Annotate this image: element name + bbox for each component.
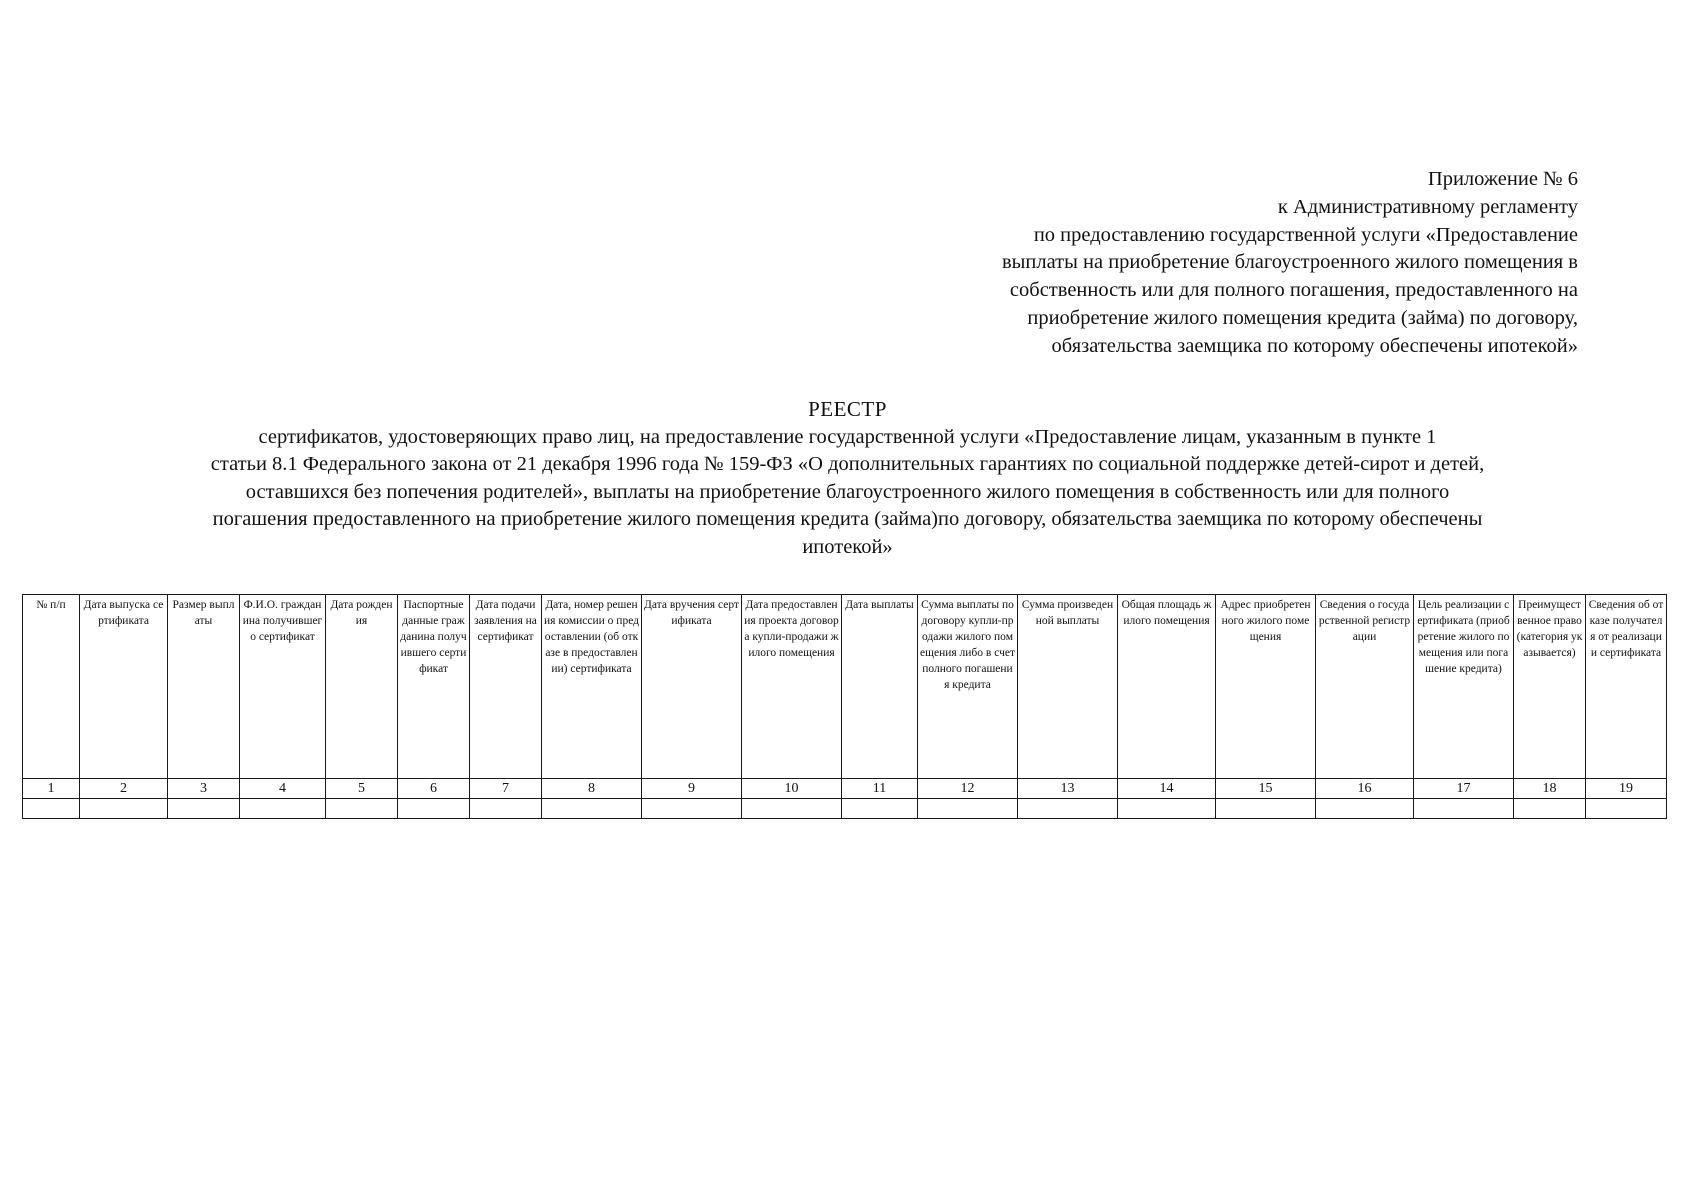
table-cell — [1316, 799, 1414, 819]
column-header: Дата рождения — [326, 595, 398, 779]
column-header: Дата выплаты — [842, 595, 918, 779]
column-number: 3 — [168, 779, 240, 799]
subtitle-line: ипотекой» — [802, 535, 893, 558]
table-cell — [1586, 799, 1667, 819]
column-header: Дата, номер решения комиссии о предоставлении (об отказе в предоставлении) сертификата — [542, 595, 642, 779]
column-header: Ф.И.О. гражданина получившего сертификат — [240, 595, 326, 779]
document-title: РЕЕСТР — [808, 397, 887, 421]
table-cell — [742, 799, 842, 819]
appendix-line: приобретение жилого помещения кредита (займа) по договору, — [1027, 306, 1578, 329]
appendix-block — [818, 166, 1578, 361]
subtitle-line: оставшихся без попечения родителей», выплаты на приобретение благоустроенного жилого помещения в собственность или для полного — [245, 480, 1450, 503]
table-cell — [23, 799, 80, 819]
table-cell — [1514, 799, 1586, 819]
column-number: 11 — [842, 779, 918, 799]
document-subtitle — [40, 424, 1655, 561]
column-number: 19 — [1586, 779, 1667, 799]
column-number: 2 — [80, 779, 168, 799]
appendix-line: выплаты на приобретение благоустроенного жилого помещения в — [1001, 251, 1578, 274]
appendix-line: обязательства заемщика по которому обеспечены ипотекой» — [1051, 334, 1578, 357]
column-number: 7 — [470, 779, 542, 799]
appendix-line: Приложение № 6 — [1427, 168, 1578, 190]
column-header: Преимущественное право (категория указывается) — [1514, 595, 1586, 779]
table-cell — [168, 799, 240, 819]
table-cell — [1216, 799, 1316, 819]
subtitle-line: сертификатов, удостоверяющих право лиц, на предоставление государственной услуги «Предоставление лицам, указанным в пункте 1 — [258, 426, 1437, 448]
column-header: Сумма выплаты по договору купли-продажи жилого помещения либо в счет полного погашения кредита — [918, 595, 1018, 779]
table-cell — [1018, 799, 1118, 819]
column-header: Дата вручения сертификата — [642, 595, 742, 779]
column-header: Цель реализации сертификата (приобретение жилого помещения или погашение кредита) — [1414, 595, 1514, 779]
column-header: Адрес приобретенного жилого помещения — [1216, 595, 1316, 779]
column-number: 10 — [742, 779, 842, 799]
table-cell — [80, 799, 168, 819]
column-header: Размер выплаты — [168, 595, 240, 779]
table-cell — [240, 799, 326, 819]
column-header: Общая площадь жилого помещения — [1118, 595, 1216, 779]
table-cell — [542, 799, 642, 819]
column-number: 15 — [1216, 779, 1316, 799]
column-header: Сведения об отказе получателя от реализации сертификата — [1586, 595, 1667, 779]
column-header: Сумма произведенной выплаты — [1018, 595, 1118, 779]
column-number: 4 — [240, 779, 326, 799]
column-number: 8 — [542, 779, 642, 799]
table-cell — [842, 799, 918, 819]
column-number: 18 — [1514, 779, 1586, 799]
column-number: 17 — [1414, 779, 1514, 799]
column-header: № п/п — [23, 595, 80, 779]
appendix-line: собственность или для полного погашения, предоставленного на — [1009, 279, 1578, 302]
column-number: 16 — [1316, 779, 1414, 799]
table-row — [23, 799, 1667, 819]
table-cell — [918, 799, 1018, 819]
table-cell — [642, 799, 742, 819]
column-number: 5 — [326, 779, 398, 799]
table-cell — [326, 799, 398, 819]
column-number: 14 — [1118, 779, 1216, 799]
table-cell — [1118, 799, 1216, 819]
table-cell — [470, 799, 542, 819]
registry-table — [22, 594, 1667, 819]
column-header: Паспортные данные гражданина получившего сертификат — [398, 595, 470, 779]
table-cell — [1414, 799, 1514, 819]
column-header: Дата подачи заявления на сертификат — [470, 595, 542, 779]
subtitle-line: погашения предоставленного на приобретение жилого помещения кредита (займа)по договору, обязательства заемщика по которому обеспечены — [212, 508, 1483, 531]
column-number: 1 — [23, 779, 80, 799]
column-number: 13 — [1018, 779, 1118, 799]
appendix-line: по предоставлению государственной услуги «Предоставление — [1033, 223, 1578, 246]
appendix-line: к Административному регламенту — [1277, 195, 1578, 218]
column-number: 12 — [918, 779, 1018, 799]
column-number-row — [23, 779, 1667, 799]
column-header: Сведения о государственной регистрации — [1316, 595, 1414, 779]
column-header: Дата предоставления проекта договора купли-продажи жилого помещения — [742, 595, 842, 779]
header-row — [23, 595, 1667, 779]
column-header: Дата выпуска сертификата — [80, 595, 168, 779]
table-cell — [398, 799, 470, 819]
column-number: 6 — [398, 779, 470, 799]
column-number: 9 — [642, 779, 742, 799]
subtitle-line: статьи 8.1 Федерального закона от 21 декабря 1996 года № 159-ФЗ «О дополнительных гарантиях по социальной поддержке детей-сирот и детей, — [210, 453, 1485, 476]
